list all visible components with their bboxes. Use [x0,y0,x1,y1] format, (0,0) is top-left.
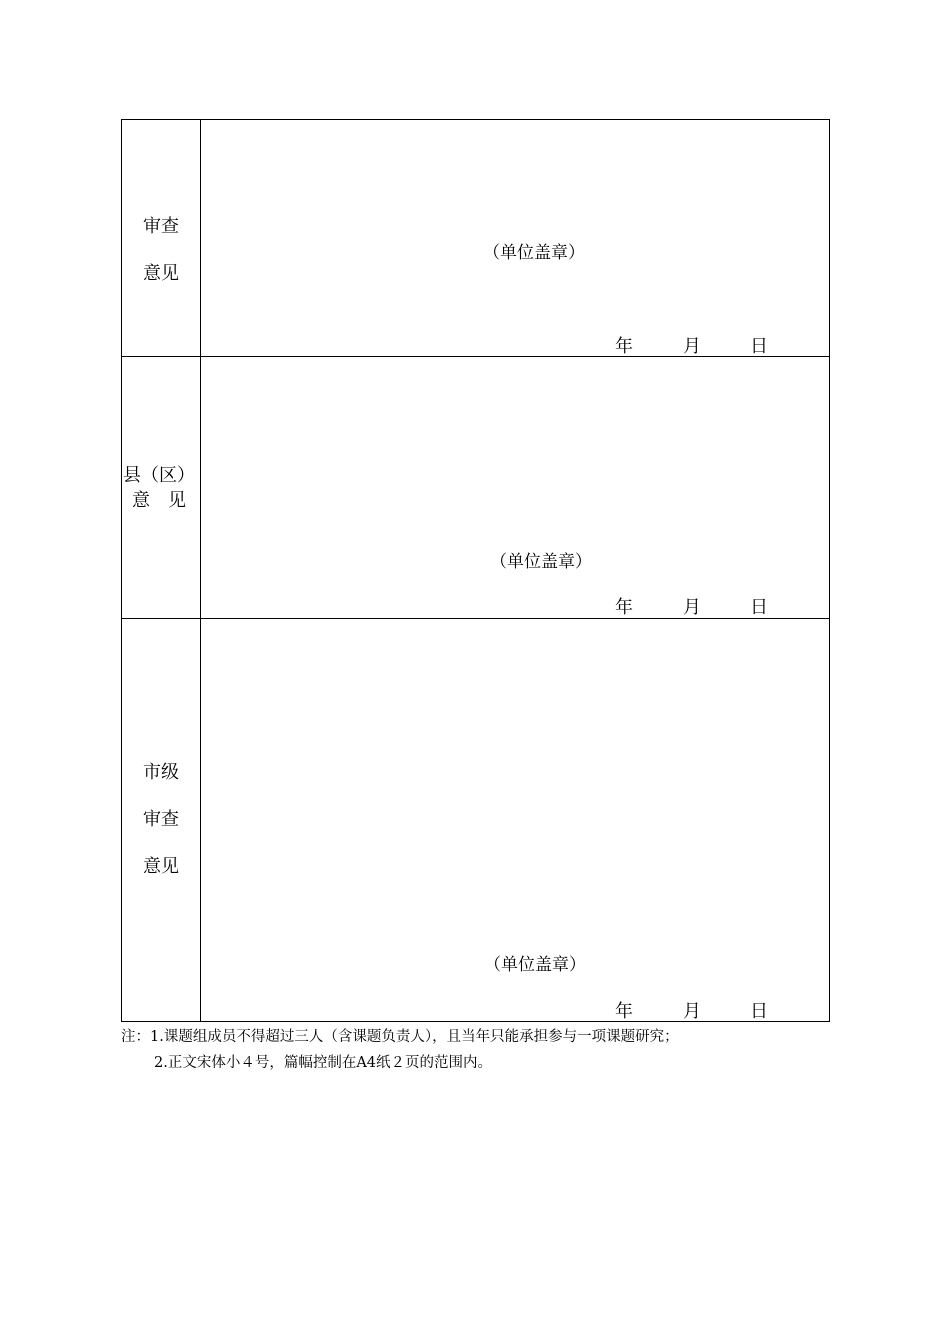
label-line: 意见 [143,263,179,284]
unit-seal-text: （单位盖章） [484,955,586,975]
review-opinion-row [122,120,830,357]
review-opinion-field[interactable] [201,120,830,357]
label-line: 审查 [143,216,179,237]
label-line: 意 见 [132,490,186,511]
date-month-label: 月 [683,597,701,618]
date-year-label: 年 [615,336,633,357]
date-day-label: 日 [750,336,768,357]
opinion-form-table [121,119,830,1022]
note-line-2: 2.正文宋体小４号，篇幅控制在A4纸２页的范围内。 [154,1055,493,1071]
date-day-label: 日 [750,597,768,618]
unit-seal-text: （单位盖章） [490,552,592,572]
city-review-opinion-row [122,619,830,1022]
review-opinion-label-cell [122,120,201,357]
county-opinion-field[interactable] [201,357,830,619]
city-review-opinion-label-cell [122,619,201,1022]
label-line: 市级 [143,762,179,783]
city-review-opinion-field[interactable] [201,619,830,1022]
date-year-label: 年 [615,1001,633,1022]
unit-seal-text: （单位盖章） [483,243,585,263]
label-line: 县（区） [123,465,195,486]
date-day-label: 日 [750,1001,768,1022]
date-month-label: 月 [683,336,701,357]
county-opinion-label-cell [122,357,201,619]
label-line: 意见 [143,856,179,877]
date-month-label: 月 [683,1001,701,1022]
note-line-1: 注：1.课题组成员不得超过三人（含课题负责人），且当年只能承担参与一项课题研究； [121,1029,679,1045]
form-notes [121,1024,679,1076]
date-year-label: 年 [615,597,633,618]
label-line: 审查 [143,809,179,830]
county-opinion-row [122,357,830,619]
